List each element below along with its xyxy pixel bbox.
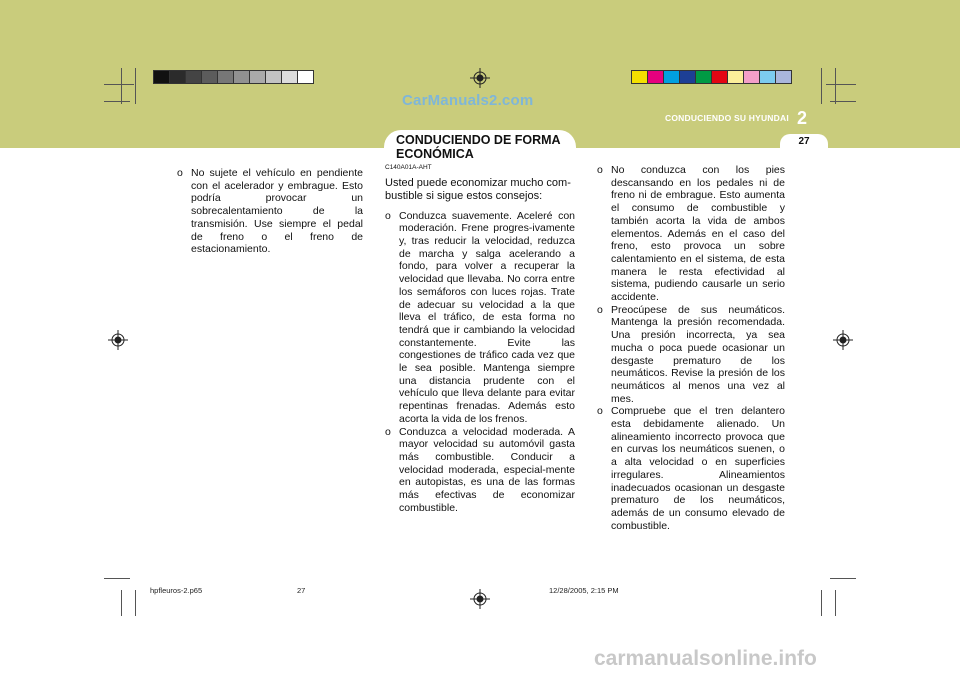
crop-mark [121, 590, 122, 616]
text-column-middle [385, 163, 575, 514]
registration-mark-icon [470, 589, 490, 609]
color-swatch [170, 71, 186, 83]
color-swatch [298, 71, 313, 83]
color-swatch [664, 71, 680, 83]
crop-mark [830, 578, 856, 579]
color-swatch [234, 71, 250, 83]
registration-mark-icon [108, 330, 128, 350]
footer-file-name: hpfleuros-2.p65 [150, 586, 203, 595]
chapter-label: CONDUCIENDO SU HYUNDAI [665, 113, 789, 123]
color-swatch [282, 71, 298, 83]
page-number: 27 [798, 136, 810, 147]
crop-mark [104, 84, 134, 85]
bullet-item [597, 405, 785, 532]
bullet-text: No conduzca con los pies descansando en los pedales ni de freno ni de embrague. Esto aumenta el consumo de combustible y también acorta la vida de ambos elementos. Además en el caso del freno, esto provoca un sobre calentamiento en el sistema, de esta manera le resta efectividad al sistema, pudiendo causarle un serio accidente. [611, 164, 785, 304]
color-swatch [154, 71, 170, 83]
bullet-item [385, 210, 575, 426]
text-column-right [597, 164, 785, 532]
crop-mark [135, 68, 136, 104]
chapter-number: 2 [797, 108, 808, 128]
bullet-text: Conduzca a velocidad moderada. A mayor velocidad su automóvil gasta más combustible. Conducir a velocidad moderada, especial-mente en autopistas, es una de las formas más efectivas de economizar combustible. [399, 425, 575, 514]
bullet-text: Conduzca suavemente. Aceleré con moderación. Frene progres-ivamente y, tras reducir la velocidad, reduzca de marcha y salga acelerando a fondo, para volver a recuperar la velocidad que llevaba. No corra entre los semáforos con luces rojas. Trate de adecuar su velocidad a la que lleva el tráfico, de esta forma no tendrá que ir cambiando la velocidad constantemente. Evite las congestiones de tráfico cada vez que le sea posible. Mantenga siempre una distancia prudente con el vehículo que lleva delante para evitar repentinas frenadas. Además esto acorta la vida de los frenos. [399, 209, 575, 425]
bullet-text: Compruebe que el tren delantero esta debidamente alienado. Un alineamiento incorrecto provoca que en curvas los neumáticos suenen, o a alta velocidad o en superficies irregulares. Alineamientos inadecuados ocasionan un desgaste prematuro de los neumáticos, además de un consumo elevado de combustible. [611, 405, 785, 532]
section-code: C140A01A-AHT [385, 164, 432, 171]
color-swatch [266, 71, 282, 83]
crop-mark [835, 68, 836, 104]
bullet-text: No sujete el vehículo en pendiente con el acelerador y embrague. Esto podría provocar un sobrecalentamiento de la transmisión. Use siempre el pedal de freno o el freno de estacionamiento. [191, 167, 363, 256]
crop-mark [104, 101, 130, 102]
color-swatch [648, 71, 664, 83]
color-swatch [728, 71, 744, 83]
grayscale-color-bar [153, 70, 314, 84]
color-swatch [760, 71, 776, 83]
color-swatch [250, 71, 266, 83]
color-swatch [776, 71, 791, 83]
color-swatch [632, 71, 648, 83]
registration-mark-icon [470, 68, 490, 88]
watermark-text: CarManuals2.com [402, 92, 534, 109]
crop-mark [104, 578, 130, 579]
text-column-left [177, 167, 363, 256]
color-swatch [680, 71, 696, 83]
bullet-mark: o [597, 405, 603, 418]
bullet-item [385, 426, 575, 515]
crop-mark [121, 68, 122, 104]
section-intro: Usted puede economizar mucho com-bustible si sigue estos consejos: [385, 177, 571, 202]
crop-mark [135, 590, 136, 616]
bullet-item [177, 167, 363, 256]
color-swatch [712, 71, 728, 83]
crop-mark [821, 590, 822, 616]
bullet-mark: o [597, 164, 603, 176]
color-swatch [202, 71, 218, 83]
process-color-bar [631, 70, 792, 84]
bullet-item [597, 304, 785, 406]
color-swatch [696, 71, 712, 83]
registration-mark-icon [833, 330, 853, 350]
color-swatch [218, 71, 234, 83]
bullet-mark: o [597, 303, 603, 316]
bullet-mark: o [177, 167, 183, 179]
color-swatch [744, 71, 760, 83]
crop-mark [835, 590, 836, 616]
section-title: CONDUCIENDO DE FORMA ECONÓMICA [396, 133, 561, 161]
footer-date: 12/28/2005, 2:15 PM [549, 586, 619, 595]
bullet-mark: o [385, 425, 391, 438]
bullet-text: Preocúpese de sus neumáticos. Mantenga la presión recomendada. Una presión incorrecta, ya sea mucha o poca puede ocasionar un desgaste prematuro de los neumáticos. Revise la presión de los neumáticos al menos una vez al mes. [611, 303, 785, 405]
footer-page-number: 27 [297, 586, 306, 595]
site-watermark: carmanualsonline.info [594, 647, 817, 670]
color-swatch [186, 71, 202, 83]
crop-mark [821, 68, 822, 104]
bullet-item [597, 164, 785, 304]
crop-mark [830, 101, 856, 102]
crop-mark [826, 84, 856, 85]
bullet-mark: o [385, 209, 391, 222]
